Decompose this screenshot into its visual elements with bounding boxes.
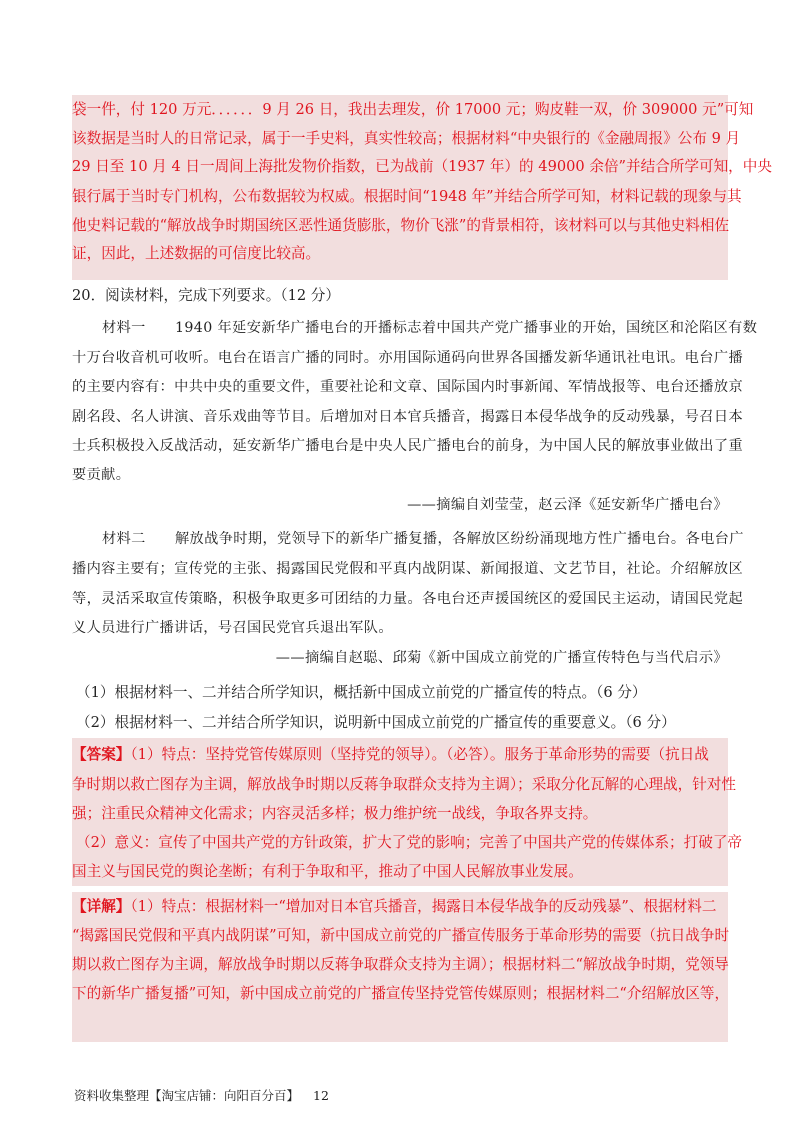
- material-line: 等，灵活采取宣传策略，积极争取更多可团结的力量。各电台还声援国统区的爱国民主运动，请国民党起: [72, 591, 744, 607]
- sub-question-2: （2）根据材料一、二并结合所学知识，说明新中国成立前党的广播宣传的重要意义。（6 分）: [76, 714, 676, 731]
- detail-block: [72, 892, 728, 1042]
- material-line: 材料二 解放战争时期，党领导下的新华广播复播，各解放区纷纷涌现地方性广播电台。各电台广: [102, 531, 744, 547]
- material-source: ——摘编自赵聪、邱菊《新中国成立前党的广播宣传特色与当代启示》: [275, 650, 728, 666]
- answer-line: 该数据是当时人的日常记录，属于一手史料，真实性较高；根据材料“中央银行的《金融周报》公布 9 月: [72, 130, 741, 147]
- answer-line: 强；注重民众精神文化需求；内容灵活多样；极力维护统一战线，争取各界支持。: [72, 805, 598, 822]
- answer-tag: 【答案】: [72, 746, 131, 763]
- detail-line: 期以救亡图存为主调，解放战争时期以反蒋争取群众支持为主调）；根据材料二“解放战争时期，党领导: [72, 956, 729, 973]
- detail-line: “揭露国民党假和平真内战阴谋”可知，新中国成立前党的广播宣传服务于革命形势的需要（抗日战争时: [72, 927, 730, 944]
- material-line: 的主要内容有：中共中央的重要文件，重要社论和文章、国际国内时事新闻、军情战报等、电台还播放京: [72, 379, 744, 395]
- page-number: 12: [313, 1088, 329, 1103]
- answer-line: 29 日至 10 月 4 日一周间上海批发物价指数，已为战前（1937 年）的 49000 余倍”并结合所学可知，中央: [72, 158, 772, 175]
- material-line: 播内容主要有；宣传党的主张、揭露国民党假和平真内战阴谋、新闻报道、文艺节目，社论。介绍解放区: [72, 561, 744, 577]
- footer-text: 资料收集整理【淘宝店铺：向阳百分百】: [74, 1088, 300, 1103]
- answer-line: 袋一件，付 120 万元．．．．．．9 月 26 日，我出去理发，价 17000 元；购皮鞋一双，价 309000 元”可知: [72, 101, 754, 118]
- material-source: ——摘编自刘莹莹，赵云泽《延安新华广播电台》: [407, 497, 728, 513]
- question-title: 20．阅读材料，完成下列要求。（12 分）: [72, 287, 340, 304]
- page-footer: [74, 1086, 329, 1104]
- answer-line: 争时期以救亡图存为主调，解放战争时期以反蒋争取群众支持为主调）；采取分化瓦解的心理战，针对性: [72, 776, 737, 793]
- answer-line: 他史料记载的“解放战争时期国统区恶性通货膨胀，物价飞涨”的背景相符，该材料可以与其他史料相佐: [72, 217, 730, 234]
- detail-tag: 【详解】: [72, 898, 131, 915]
- material-line: 十万台收音机可收听。电台在语言广播的同时。亦用国际通码向世界各国播发新华通讯社电讯。电台广播: [72, 350, 744, 366]
- detail-line: （1）特点：根据材料一“增加对日本官兵播音，揭露日本侵华战争的反动残暴”、根据材料二: [130, 898, 717, 915]
- material-line: 士兵积极投入反战活动，延安新华广播电台是中央人民广播电台的前身，为中国人民的解放事业做出了重: [72, 438, 744, 454]
- material-line: 义人员进行广播讲话，号召国民党官兵退出军队。: [72, 620, 393, 636]
- answer-line: 国主义与国民党的舆论垄断；有利于争取和平，推动了中国人民解放事业发展。: [72, 863, 583, 880]
- answer-line: 证，因此，上述数据的可信度比较高。: [72, 245, 321, 262]
- material-line: 材料一 1940 年延安新华广播电台的开播标志着中国共产党广播事业的开始，国统区和沦陷区有数: [102, 320, 758, 336]
- answer-line: 银行属于当时专门机构，公布数据较为权威。根据时间“1948 年”并结合所学可知，材料记载的现象与其: [72, 188, 742, 205]
- material-line: 剧名段、名人讲演、音乐戏曲等节目。后增加对日本官兵播音，揭露日本侵华战争的反动残暴，号召日本: [72, 409, 744, 425]
- answer-line: （2）意义：宣传了中国共产党的方针政策，扩大了党的影响；完善了中国共产党的传媒体系；打破了帝: [76, 834, 743, 851]
- answer-line: （1）特点：坚持党管传媒原则（坚持党的领导）。（必答）。服务于革命形势的需要（抗日战: [130, 746, 709, 763]
- sub-question-1: （1）根据材料一、二并结合所学知识，概括新中国成立前党的广播宣传的特点。（6 分）: [76, 684, 647, 701]
- material-line: 要贡献。: [72, 467, 131, 483]
- answer-block: [72, 738, 743, 886]
- previous-answer-block: [72, 95, 772, 280]
- detail-line: 下的新华广播复播”可知，新中国成立前党的广播宣传坚持党管传媒原则；根据材料二“介绍解放区等，: [72, 985, 730, 1002]
